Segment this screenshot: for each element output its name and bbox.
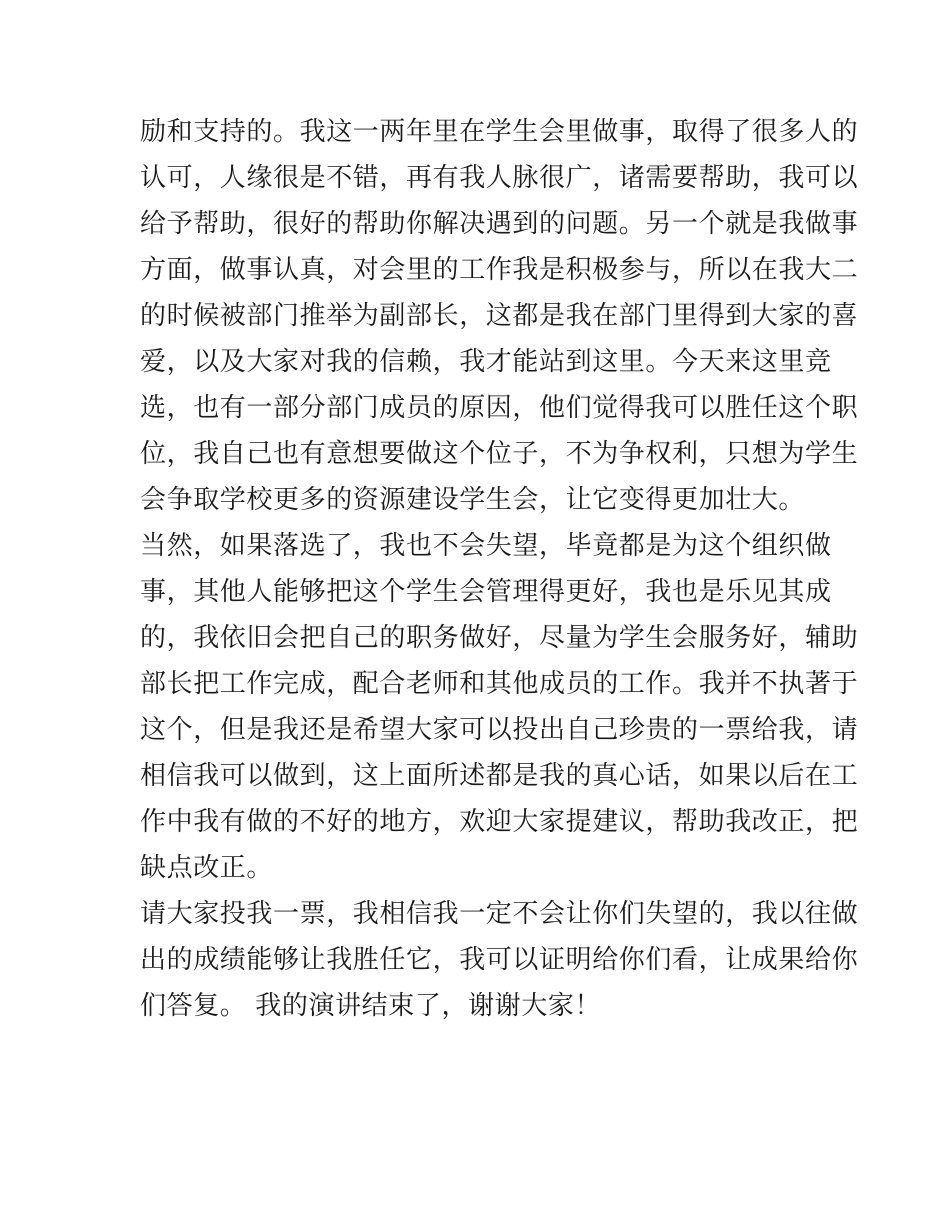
speech-text — [140, 109, 859, 1029]
text-line: 励和支持的。我这一两年里在学生会里做事，取得了很多人的 — [140, 117, 859, 147]
text-line: 缺点改正。 — [140, 853, 274, 883]
text-line: 方面，做事认真，对会里的工作我是积极参与，所以在我大二 — [140, 255, 859, 285]
text-line: 出的成绩能够让我胜任它，我可以证明给你们看，让成果给你 — [140, 945, 859, 975]
text-line: 选，也有一部分部门成员的原因，他们觉得我可以胜任这个职 — [140, 393, 859, 423]
text-line: 相信我可以做到，这上面所述都是我的真心话，如果以后在工 — [140, 761, 859, 791]
text-line: 爱，以及大家对我的信赖，我才能站到这里。今天来这里竞 — [140, 347, 832, 377]
text-line: 给予帮助，很好的帮助你解决遇到的问题。另一个就是我做事 — [140, 209, 859, 239]
text-line: 事，其他人能够把这个学生会管理得更好，我也是乐见其成 — [140, 577, 832, 607]
text-line: 会争取学校更多的资源建设学生会，让它变得更加壮大。 — [140, 485, 806, 515]
text-line: 当然，如果落选了，我也不会失望，毕竟都是为这个组织做 — [140, 531, 832, 561]
text-line: 这个，但是我还是希望大家可以投出自己珍贵的一票给我，请 — [140, 715, 859, 745]
text-line: 位，我自己也有意想要做这个位子，不为争权利，只想为学生 — [140, 439, 859, 469]
text-line: 作中我有做的不好的地方，欢迎大家提建议，帮助我改正，把 — [140, 807, 859, 837]
text-line: 们答复。 我的演讲结束了，谢谢大家！ — [140, 991, 602, 1021]
text-line: 的时候被部门推举为副部长，这都是我在部门里得到大家的喜 — [140, 301, 859, 331]
text-line: 请大家投我一票，我相信我一定不会让你们失望的，我以往做 — [140, 899, 859, 929]
text-line: 部长把工作完成，配合老师和其他成员的工作。我并不执著于 — [140, 669, 859, 699]
text-line: 的，我依旧会把自己的职务做好，尽量为学生会服务好，辅助 — [140, 623, 859, 653]
text-line: 认可，人缘很是不错，再有我人脉很广，诸需要帮助，我可以 — [140, 163, 859, 193]
